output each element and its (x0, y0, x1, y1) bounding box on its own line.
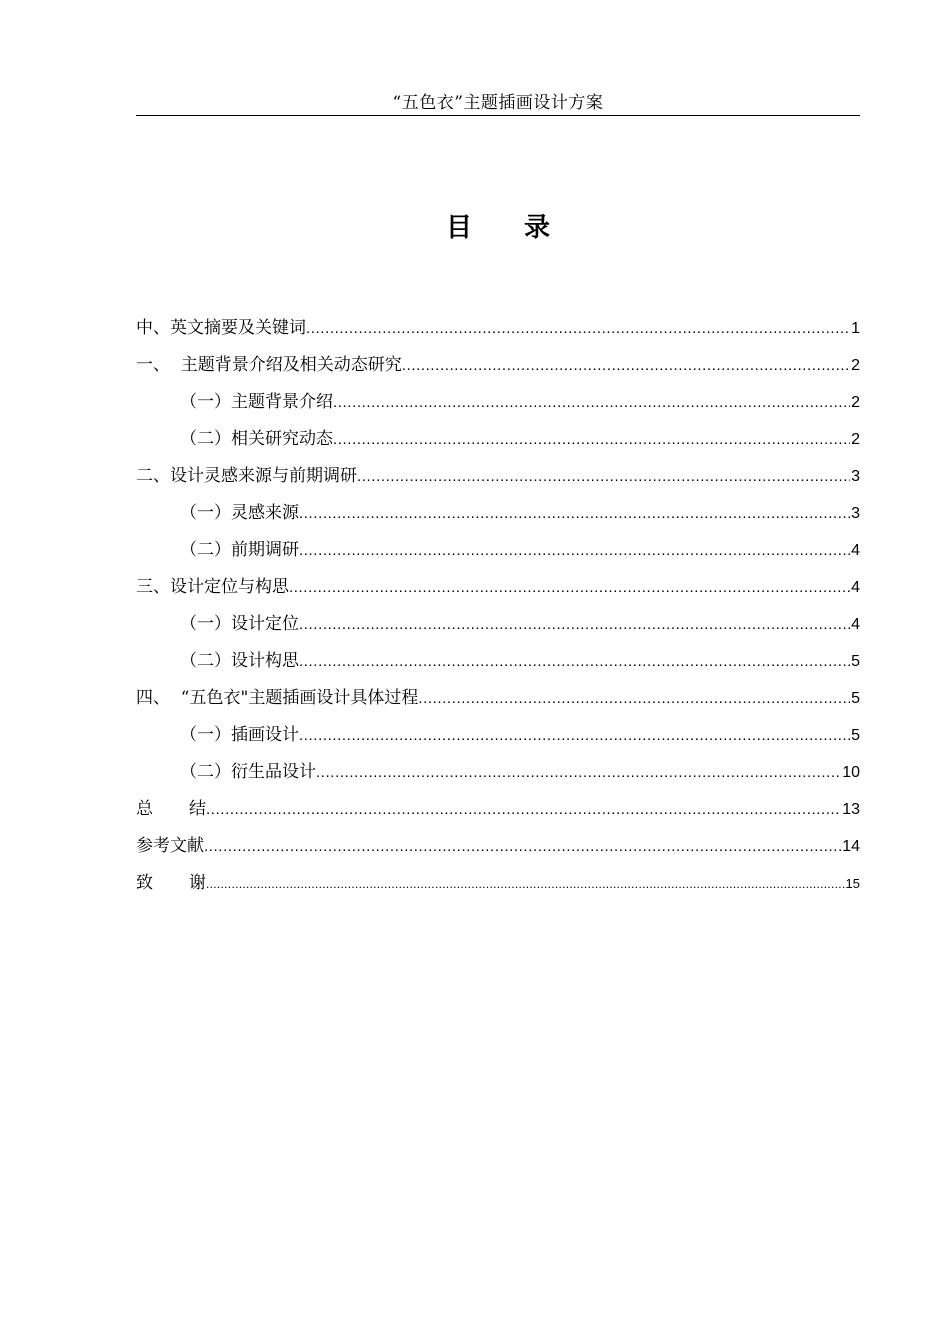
toc-entry-page: 4 (851, 616, 860, 633)
toc-heading-char-1: 目 (445, 213, 472, 243)
toc-entry-page: 3 (851, 468, 860, 485)
toc-entry-title: （一）插画设计 (180, 725, 299, 745)
dot-leader (206, 791, 841, 828)
dot-leader (333, 384, 850, 421)
toc-heading-char-2: 录 (524, 213, 551, 243)
dot-leader (333, 421, 850, 458)
toc-entry-acknowledgements[interactable] (136, 865, 860, 902)
dot-leader (316, 754, 841, 791)
toc-entry-page: 5 (851, 727, 860, 744)
running-header (136, 91, 860, 116)
toc-entry-page: 10 (842, 764, 860, 781)
toc-entry-title-char: 结 (189, 799, 206, 819)
dot-leader (299, 532, 850, 569)
running-header-title: “五色衣”主题插画设计方案 (392, 93, 604, 113)
toc-entry-chapter-2-2[interactable] (136, 532, 860, 569)
toc-entry-title (136, 791, 206, 828)
toc-entry-chapter-1[interactable] (136, 347, 860, 384)
toc-entry-page: 15 (845, 876, 860, 891)
dot-leader (299, 495, 850, 532)
toc-entry-summary[interactable] (136, 791, 860, 828)
toc-entry-references[interactable] (136, 828, 860, 865)
toc-entry-chapter-4-1[interactable] (136, 717, 860, 754)
toc-entry-chapter-4-2[interactable] (136, 754, 860, 791)
toc-entry-title: （二）衍生品设计 (180, 762, 316, 782)
dot-leader (402, 347, 850, 384)
toc-entry-page: 1 (851, 320, 860, 337)
dot-leader (204, 828, 841, 865)
table-of-contents (136, 310, 860, 902)
toc-entry-title: （一）设计定位 (180, 614, 299, 634)
dot-leader (418, 680, 850, 717)
toc-entry-title: （二）相关研究动态 (180, 429, 333, 449)
toc-entry-title: （二）设计构思 (180, 651, 299, 671)
toc-entry-title-char: 谢 (189, 873, 206, 893)
toc-entry-page: 13 (842, 801, 860, 818)
toc-entry-page: 5 (851, 690, 860, 707)
toc-entry-page: 5 (851, 653, 860, 670)
toc-entry-chapter-2[interactable] (136, 458, 860, 495)
toc-entry-title (136, 865, 206, 902)
dot-leader (299, 606, 850, 643)
toc-entry-chapter-1-2[interactable] (136, 421, 860, 458)
dot-leader (299, 643, 850, 680)
dot-leader (299, 717, 850, 754)
toc-entry-title-char: 致 (136, 873, 153, 893)
toc-heading (136, 208, 860, 248)
toc-entry-title: 一、 主题背景介绍及相关动态研究 (136, 355, 402, 375)
toc-entry-title: 中、英文摘要及关键词 (136, 318, 306, 338)
toc-entry-chapter-3-2[interactable] (136, 643, 860, 680)
dot-leader (306, 310, 850, 347)
dot-leader (289, 569, 850, 606)
toc-entry-title: （二）前期调研 (180, 540, 299, 560)
toc-entry-chapter-2-1[interactable] (136, 495, 860, 532)
toc-entry-chapter-4[interactable] (136, 680, 860, 717)
toc-entry-chapter-3-1[interactable] (136, 606, 860, 643)
toc-entry-title: 三、设计定位与构思 (136, 577, 289, 597)
toc-entry-page: 4 (851, 542, 860, 559)
toc-entry-title: 四、 “五色衣"主题插画设计具体过程 (136, 688, 419, 708)
toc-entry-page: 2 (851, 394, 860, 411)
toc-entry-title: 参考文献 (136, 836, 204, 856)
toc-entry-page: 2 (851, 357, 860, 374)
toc-entry-title: （一）主题背景介绍 (180, 392, 333, 412)
toc-entry-page: 2 (851, 431, 860, 448)
toc-entry-title: 二、设计灵感来源与前期调研 (136, 466, 357, 486)
toc-entry-page: 3 (851, 505, 860, 522)
toc-entry-chapter-3[interactable] (136, 569, 860, 606)
toc-entry-page: 4 (851, 579, 860, 596)
toc-entry-abstract[interactable] (136, 310, 860, 347)
toc-entry-title-char: 总 (136, 799, 153, 819)
toc-entry-title: （一）灵感来源 (180, 503, 299, 523)
toc-entry-page: 14 (842, 838, 860, 855)
dot-leader (206, 866, 845, 903)
toc-entry-chapter-1-1[interactable] (136, 384, 860, 421)
dot-leader (357, 458, 850, 495)
